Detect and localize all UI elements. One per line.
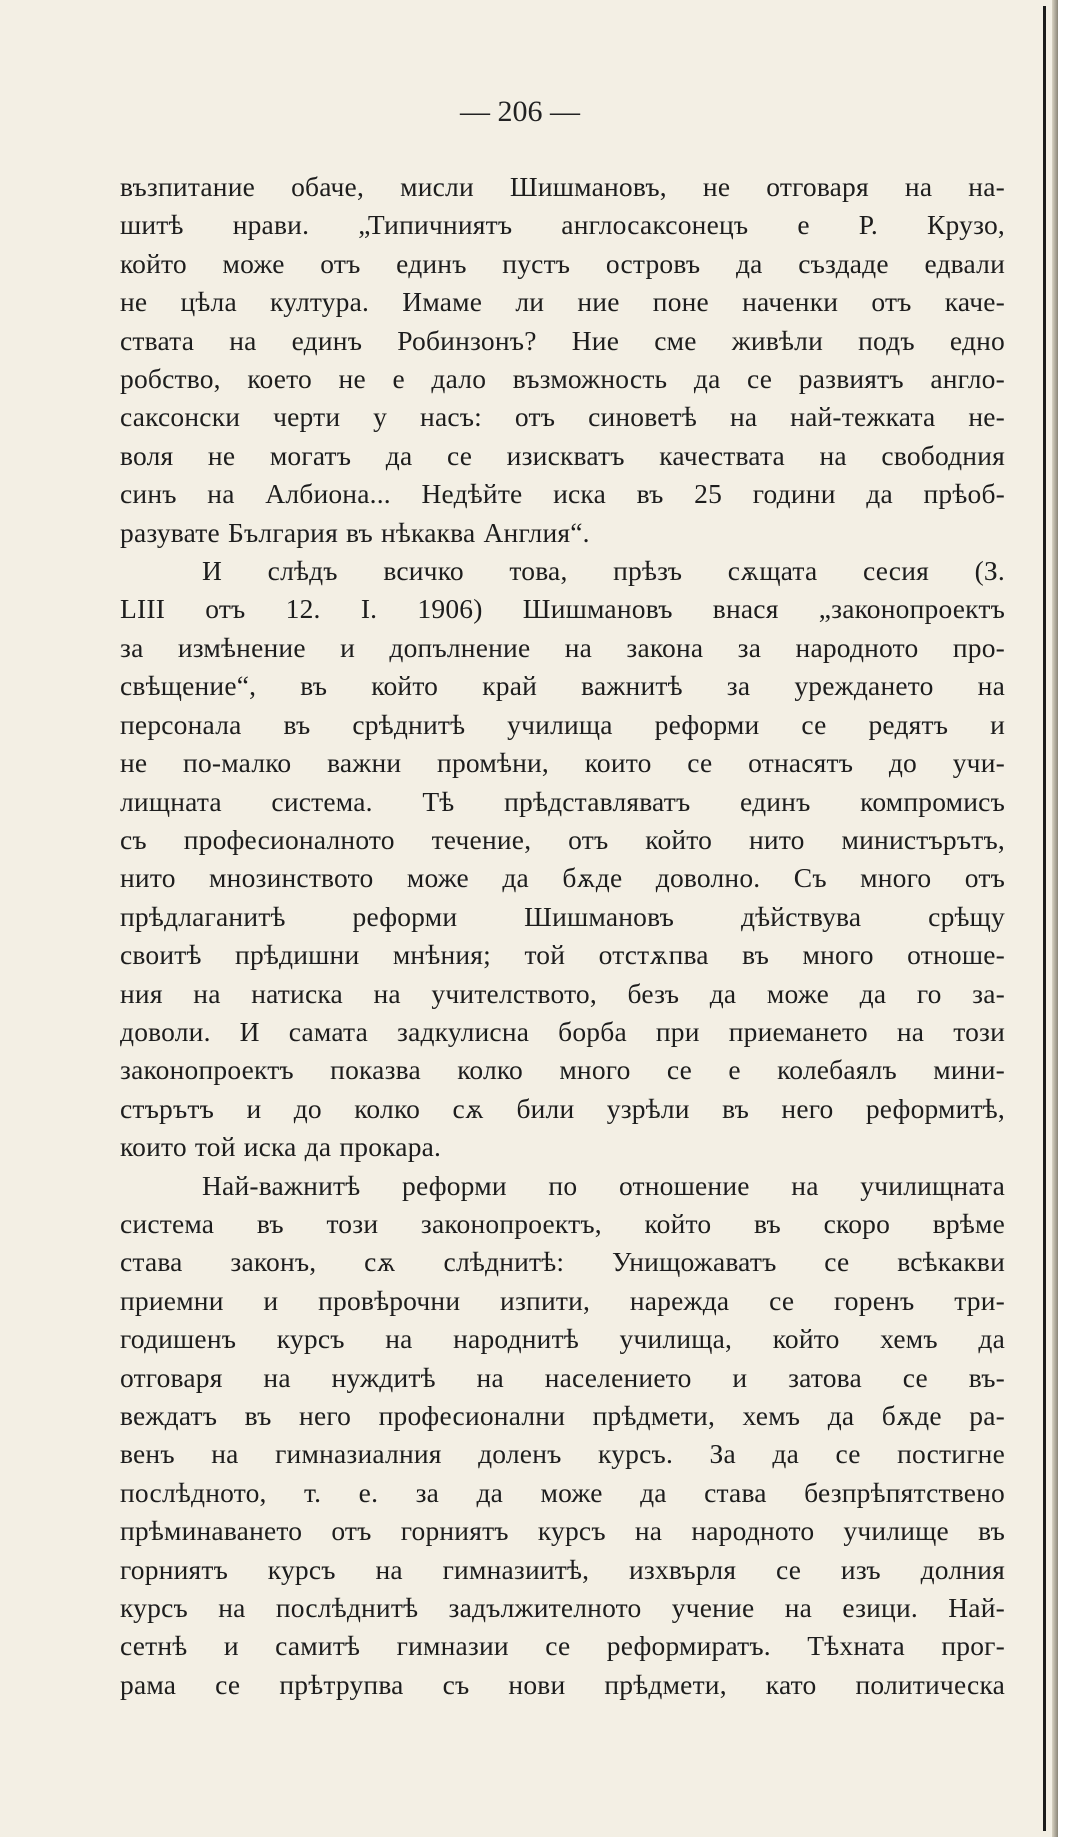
text-line: курсъ на послѣднитѣ задължителното учение на езици. Най- xyxy=(120,1592,1005,1624)
text-line: доволи. И самата задкулисна борба при приемането на този xyxy=(120,1015,1005,1047)
text-line: своитѣ прѣдишни мнѣния; той отстѫпва въ много отноше- xyxy=(120,939,1005,971)
text-line: горниятъ курсъ на гимназиитѣ, изхвърля се изъ долния xyxy=(120,1553,1005,1585)
text-line: не по-малко важни промѣни, които се отнасятъ до учи- xyxy=(120,747,1005,779)
text-line: рама се прѣтрупва съ нови прѣдмети, като политическа xyxy=(120,1668,1005,1700)
text-line: отговаря на нуждитѣ на населението и затова се въ- xyxy=(120,1361,1005,1393)
text-line: приемни и провѣрочни изпити, нарежда се горенъ три- xyxy=(120,1284,1005,1316)
text-line: синъ на Албиона... Недѣйте иска въ 25 години да прѣоб- xyxy=(120,478,1005,510)
text-line: персонала въ срѣднитѣ училища реформи се редятъ и xyxy=(120,708,1005,740)
text-line: ствата на единъ Робинзонъ? Ние сме живѣли подъ едно xyxy=(120,324,1005,356)
text-line: който може отъ единъ пустъ островъ да създаде едвали xyxy=(120,247,1005,279)
text-line: законопроектъ показва колко много се е колебаялъ мини- xyxy=(120,1054,1005,1086)
text-line: възпитание обаче, мисли Шишмановъ, не отговаря на на- xyxy=(120,171,1005,202)
text-line: става законъ, сѫ слѣднитѣ: Унищожаватъ се всѣкакви xyxy=(120,1246,1005,1278)
text-line: лищната система. Тѣ прѣдставляватъ единъ компромисъ xyxy=(120,785,1005,817)
text-line: които той иска да прокара. xyxy=(120,1131,442,1163)
text-line: веждатъ въ него професионални прѣдмети, хемъ да бѫде ра- xyxy=(120,1400,1005,1431)
text-line: система въ този законопроектъ, който въ скоро врѣме xyxy=(120,1207,1005,1239)
page-edge-line xyxy=(1043,6,1046,1831)
text-line: послѣдното, т. е. за да може да става безпрѣпятствено xyxy=(120,1476,1005,1508)
text-line: съ професионалното течение, отъ който нито министърътъ, xyxy=(120,823,1005,855)
text-line: воля не могатъ да се изискватъ качествата на свободния xyxy=(120,439,1005,471)
text-line: годишенъ курсъ на народнитѣ училища, който хемъ да xyxy=(120,1323,1005,1355)
text-line: Най-важнитѣ реформи по отношение на училищната xyxy=(202,1169,1005,1201)
text-line: ния на натиска на учителството, безъ да може да го за- xyxy=(120,977,1005,1009)
text-line: прѣдлаганитѣ реформи Шишмановъ дѣйствува срѣщу xyxy=(120,900,1005,932)
page-edge-shadow xyxy=(1052,0,1058,1837)
text-line: робство, което не е дало възможность да се развиятъ англо- xyxy=(120,363,1005,395)
text-line: стърътъ и до колко сѫ били узрѣли въ него реформитѣ, xyxy=(120,1092,1005,1124)
text-line: шитѣ нрави. „Типичниятъ англосаксонецъ е Р. Крузо, xyxy=(120,209,1005,241)
text-line: венъ на гимназиалния доленъ курсъ. За да се постигне xyxy=(120,1438,1005,1470)
page-number: — 206 — xyxy=(460,95,580,128)
text-line: прѣминаването отъ горниятъ курсъ на народното училище въ xyxy=(120,1515,1005,1547)
text-line: LIII отъ 12. I. 1906) Шишмановъ внася „законопроектъ xyxy=(120,593,1005,625)
text-line: за измѣнение и допълнение на закона за народното про- xyxy=(120,631,1005,663)
text-line: свѣщение“, въ който край важнитѣ за уреждането на xyxy=(120,670,1005,702)
text-body xyxy=(120,168,1005,1704)
text-line: И слѣдъ всичко това, прѣзъ сѫщата сесия (З. xyxy=(202,555,1005,587)
text-line: саксонски черти у насъ: отъ синоветѣ на най-тежката не- xyxy=(120,401,1005,433)
text-line: не цѣла култура. Имаме ли ние поне наченки отъ каче- xyxy=(120,286,1005,318)
text-line: разувате България въ нѣкаква Англия“. xyxy=(120,516,590,548)
text-line: сетнѣ и самитѣ гимназии се реформиратъ. Тѣхната прог- xyxy=(120,1630,1005,1662)
text-line: нито мнозинството може да бѫде доволно. Съ много отъ xyxy=(120,862,1005,894)
